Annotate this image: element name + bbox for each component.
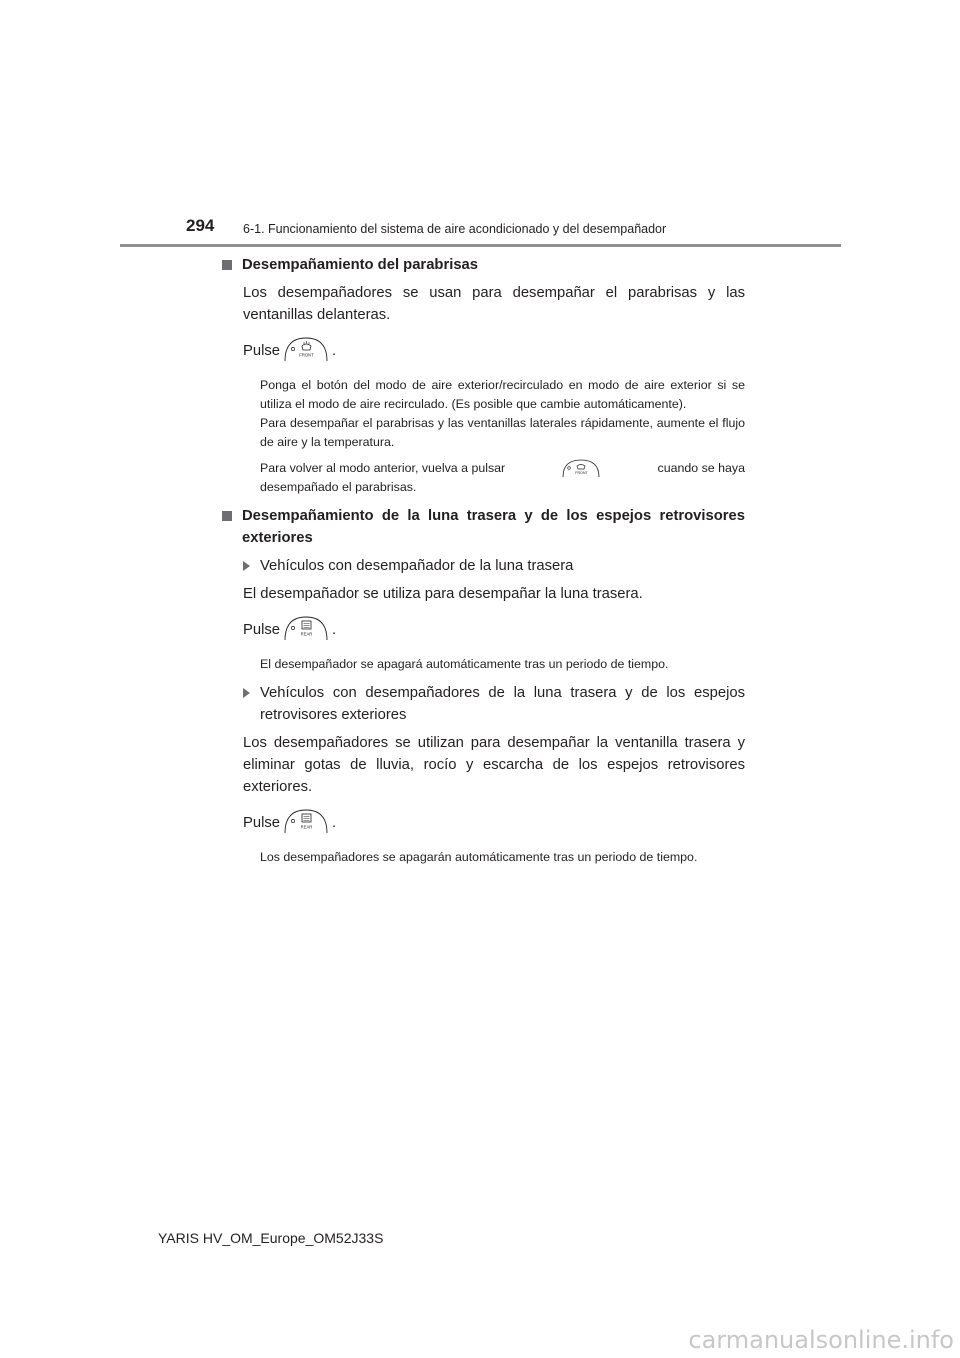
windshield-note-3 [260, 458, 745, 478]
note3-prefix: Para volver al modo anterior, vuelva a pulsar [260, 460, 506, 475]
heading-text: Desempañamiento de la luna trasera y de los espejos retrovisores exteriores [242, 508, 745, 546]
windshield-paragraph: Los desempañadores se usan para desempañar el parabrisas y las ventanillas delanteras. [243, 285, 745, 323]
sub-item-title: Vehículos con desempañador de la luna trasera [260, 558, 574, 574]
svg-text:REAR: REAR [300, 631, 313, 637]
sub-item-title: Vehículos con desempañadores de la luna trasera y de los espejos retrovisores exteriores [260, 685, 745, 723]
pulse-prefix: Pulse [243, 343, 281, 359]
pulse-prefix: Pulse [243, 622, 281, 638]
rear-mirrors-paragraph: Los desempañadores se utilizan para desempañar la ventanilla trasera y eliminar gotas de lluvia, rocío y escarcha de los espejos retrovisores exteriores. [243, 735, 745, 795]
rear-defogger-button-icon[interactable] [283, 808, 329, 834]
windshield-note-2: Para desempañar el parabrisas y las ventanillas laterales rápidamente, aumente el flujo de aire y la temperatura. [260, 416, 745, 449]
front-defogger-button-icon-small[interactable] [561, 458, 601, 478]
running-title: 6-1. Funcionamiento del sistema de aire acondicionado y del desempañador [243, 222, 667, 236]
front-defogger-button-icon[interactable] [283, 336, 329, 362]
footer-doc-id: YARIS HV_OM_Europe_OM52J33S [158, 1230, 384, 1246]
rear-defogger-button-icon[interactable] [283, 615, 329, 641]
section-heading-rear [222, 505, 745, 549]
svg-text:FRONT: FRONT [299, 352, 314, 358]
rear-pulse-line [243, 615, 745, 641]
rear-mirrors-note: Los desempañadores se apagarán automáticamente tras un periodo de tiempo. [260, 850, 698, 864]
rear-paragraph: El desempañador se utiliza para desempañar la luna trasera. [243, 586, 643, 602]
square-bullet-icon [222, 511, 232, 521]
watermark: carmanualsonline.info [688, 1326, 954, 1354]
triangle-bullet-icon [243, 688, 250, 698]
header-rule [120, 244, 841, 247]
pulse-suffix: . [332, 622, 337, 638]
pulse-prefix: Pulse [243, 815, 281, 831]
heading-text: Desempañamiento del parabrisas [242, 257, 479, 273]
windshield-note-3-end: desempañado el parabrisas. [260, 480, 417, 494]
triangle-bullet-icon [243, 561, 250, 571]
windshield-pulse-line [243, 336, 745, 362]
rear-note: El desempañador se apagará automáticamente tras un periodo de tiempo. [260, 657, 669, 671]
rear-mirrors-pulse-line [243, 808, 745, 834]
page-number: 294 [186, 216, 215, 235]
note3-suffix: cuando se haya [657, 460, 745, 475]
pulse-suffix: . [332, 343, 337, 359]
svg-text:REAR: REAR [300, 824, 313, 830]
main-content [222, 250, 745, 867]
sub-item-rear-only [243, 555, 745, 577]
pulse-suffix: . [332, 815, 337, 831]
svg-text:FRONT: FRONT [575, 471, 589, 475]
square-bullet-icon [222, 260, 232, 270]
windshield-note-1: Ponga el botón del modo de aire exterior/recirculado en modo de aire exterior si se utiliza el modo de aire recirculado. (Es posible que cambie automáticamente). [260, 378, 745, 411]
section-heading-windshield [222, 254, 745, 276]
sub-item-rear-and-mirrors [243, 682, 745, 726]
